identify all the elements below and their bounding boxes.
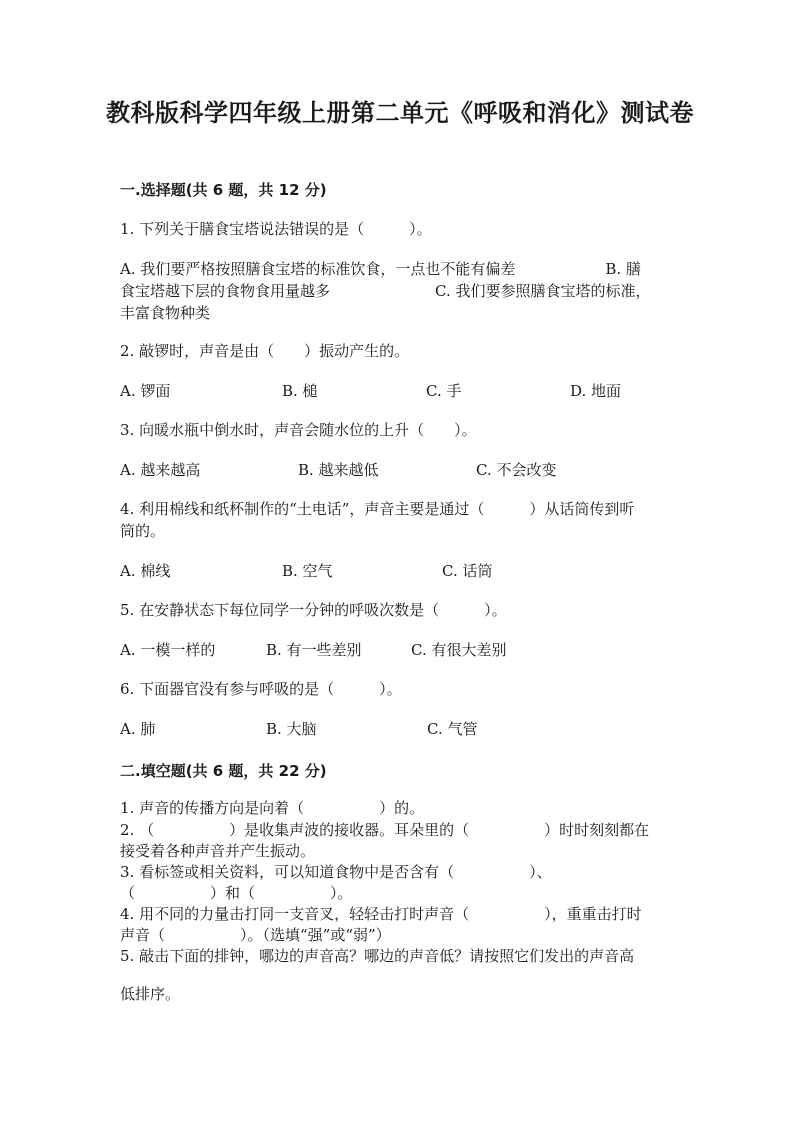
question-4-option-c: C. 话筒 — [442, 562, 493, 580]
question-2-option-c: C. 手 — [426, 382, 462, 400]
question-3-option-a: A. 越来越高 — [120, 461, 201, 479]
fill-line-3: 接受着各种声音并产生振动。 — [120, 842, 316, 860]
question-2-option-a: A. 锣面 — [120, 382, 171, 400]
section-heading-choice: 一.选择题(共 6 题，共 12 分) — [120, 181, 327, 199]
fill-line-5: （ ）和（ ）。 — [120, 884, 353, 902]
fill-line-6: 4. 用不同的力量击打同一支音叉，轻轻击打时声音（ ），重重击打时 — [120, 905, 642, 923]
question-5-option-b: B. 有一些差别 — [266, 641, 362, 659]
question-2-stem: 2. 敲锣时，声音是由（ ）振动产生的。 — [120, 342, 410, 360]
question-2-option-b: B. 槌 — [282, 382, 318, 400]
question-1-options-line-2: 食宝塔越下层的食物食用量越多 C. 我们要参照膳食宝塔的标准， — [120, 282, 651, 300]
page-title: 教科版科学四年级上册第二单元《呼吸和消化》测试卷 — [106, 99, 694, 127]
question-1-options-line-1: A. 我们要严格按照膳食宝塔的标准饮食，一点也不能有偏差 B. 膳 — [120, 260, 641, 278]
question-5-option-c: C. 有很大差别 — [411, 641, 507, 659]
fill-line-2: 2. （ ）是收集声波的接收器。耳朵里的（ ）时时刻刻都在 — [120, 821, 650, 839]
question-6-stem: 6. 下面器官没有参与呼吸的是（ ）。 — [120, 680, 402, 698]
question-4-option-a: A. 棉线 — [120, 562, 171, 580]
question-2-option-d: D. 地面 — [570, 382, 622, 400]
question-6-option-a: A. 肺 — [120, 720, 156, 738]
question-1-stem: 1. 下列关于膳食宝塔说法错误的是（ ）。 — [120, 220, 432, 238]
question-4-stem-line-1: 4. 利用棉线和纸杯制作的“土电话”，声音主要是通过（ ）从话筒传到听 — [120, 500, 635, 518]
question-1-options-line-3: 丰富食物种类 — [120, 304, 211, 322]
fill-line-1: 1. 声音的传播方向是向着（ ）的。 — [120, 799, 425, 817]
fill-line-4: 3. 看标签或相关资料，可以知道食物中是否含有（ ）、 — [120, 863, 552, 881]
question-3-option-c: C. 不会改变 — [476, 461, 557, 479]
question-3-option-b: B. 越来越低 — [298, 461, 379, 479]
question-4-stem-line-2: 筒的。 — [120, 522, 166, 540]
fill-line-8: 5. 敲击下面的排钟，哪边的声音高？哪边的声音低？请按照它们发出的声音高 — [120, 947, 635, 965]
question-6-option-b: B. 大脑 — [266, 720, 317, 738]
question-5-stem: 5. 在安静状态下每位同学一分钟的呼吸次数是（ ）。 — [120, 601, 507, 619]
fill-line-9: 低排序。 — [120, 985, 181, 1003]
question-4-option-b: B. 空气 — [282, 562, 333, 580]
question-3-stem: 3. 向暖水瓶中倒水时，声音会随水位的上升（ ）。 — [120, 421, 477, 439]
section-heading-fill-in: 二.填空题(共 6 题，共 22 分) — [120, 762, 327, 780]
question-5-option-a: A. 一模一样的 — [120, 641, 216, 659]
fill-line-7: 声音（ ）。（选填“强”或“弱”） — [120, 926, 391, 944]
question-6-option-c: C. 气管 — [427, 720, 478, 738]
